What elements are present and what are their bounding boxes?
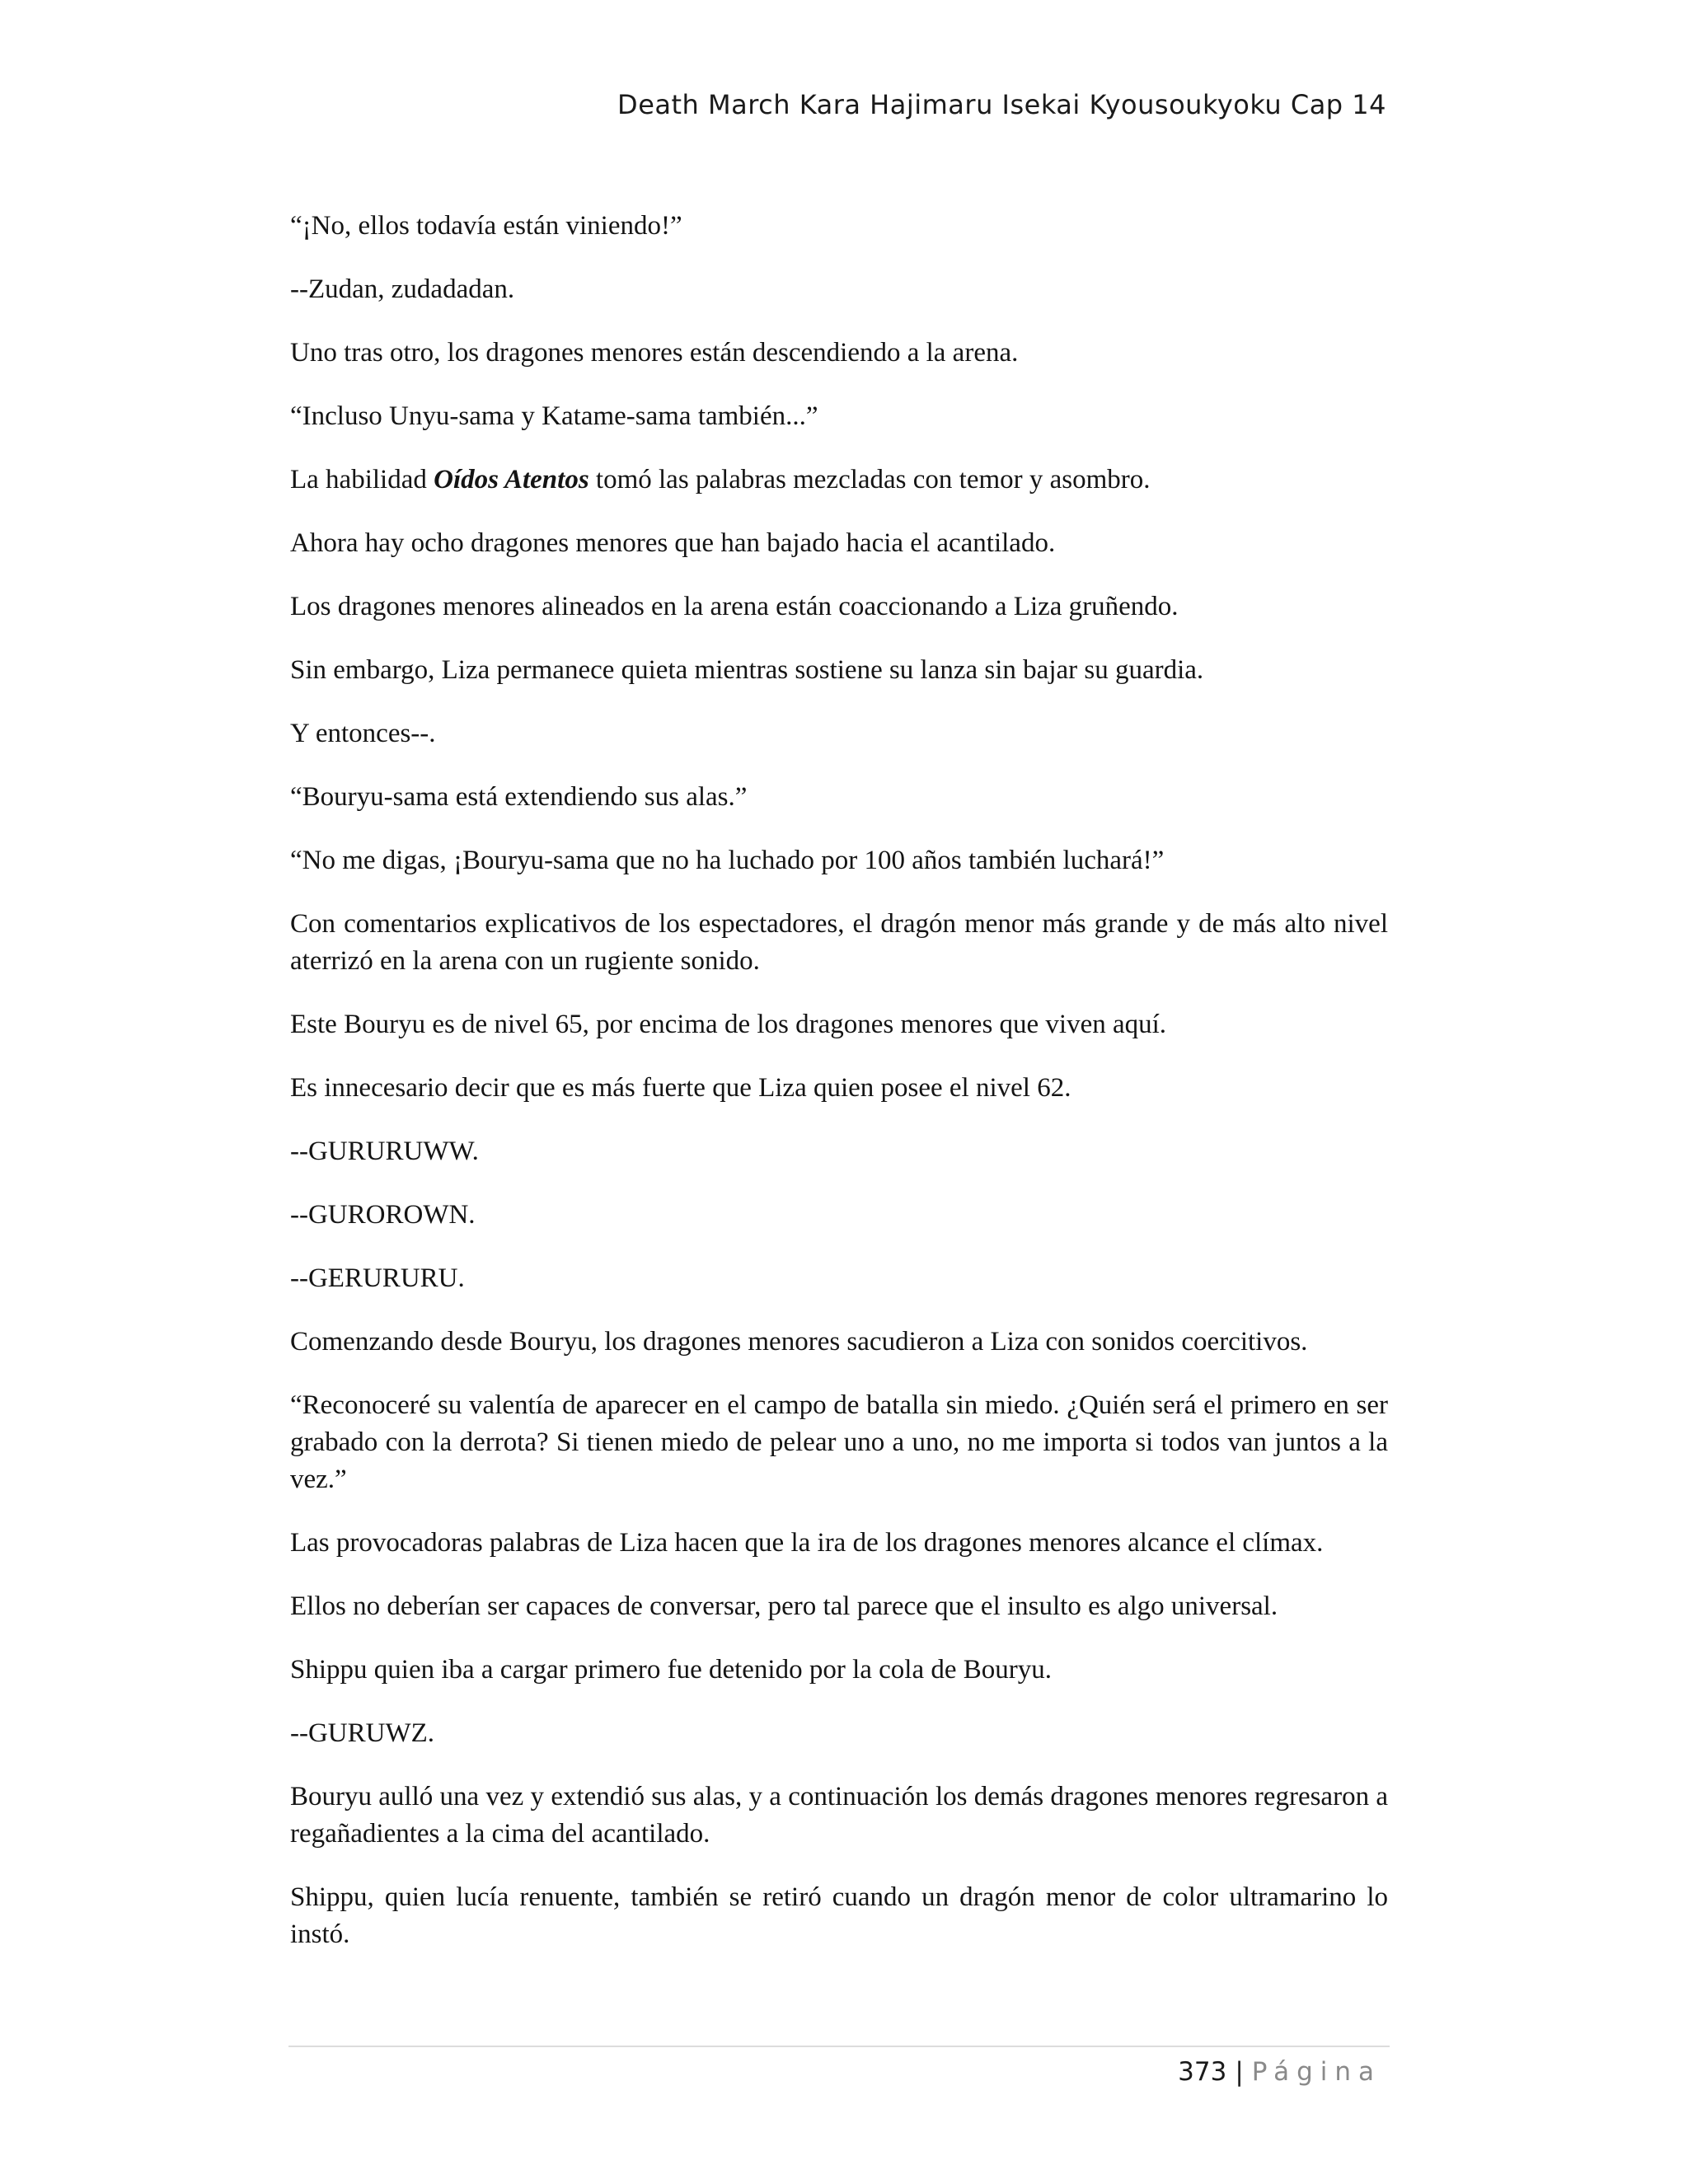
paragraph: Este Bouryu es de nivel 65, por encima de los dragones menores que viven aquí.	[290, 1010, 1167, 1039]
paragraph: Ahora hay ocho dragones menores que han bajado hacia el acantilado.	[290, 528, 1056, 558]
footer-separator: |	[1235, 2057, 1244, 2087]
paragraph	[290, 462, 1388, 499]
paragraph: “Reconoceré su valentía de aparecer en el campo de batalla sin miedo. ¿Quién será el primero en ser grabado con la derrota? Si tienen miedo de pelear uno a uno, no me importa si todos van juntos a la vez.”	[290, 1390, 1388, 1494]
page-footer	[1178, 2057, 1381, 2087]
paragraph: “Bouryu-sama está extendiendo sus alas.”	[290, 782, 748, 812]
paragraph: --GERURURU.	[290, 1263, 465, 1293]
page-number: 373	[1178, 2057, 1227, 2087]
page-label: Página	[1251, 2057, 1381, 2087]
paragraph-text: tomó las palabras mezcladas con temor y asombro.	[588, 465, 1151, 494]
paragraph: Uno tras otro, los dragones menores están descendiendo a la arena.	[290, 338, 1019, 368]
paragraph: --GURURUWW.	[290, 1137, 479, 1166]
paragraph: Es innecesario decir que es más fuerte que Liza quien posee el nivel 62.	[290, 1073, 1071, 1103]
paragraph: “Incluso Unyu-sama y Katame-sama también...”	[290, 401, 818, 431]
footer-divider	[288, 2046, 1390, 2047]
paragraph: Ellos no deberían ser capaces de conversar, pero tal parece que el insulto es algo universal.	[290, 1591, 1278, 1621]
paragraph: --GUROROWN.	[290, 1200, 476, 1230]
skill-name: Oídos Atentos	[434, 465, 589, 494]
running-header: Death March Kara Hajimaru Isekai Kyousoukyoku Cap 14	[617, 89, 1386, 120]
paragraph-text: La habilidad	[290, 465, 434, 494]
paragraph: Con comentarios explicativos de los espectadores, el dragón menor más grande y de más alto nivel aterrizó en la arena con un rugiente sonido.	[290, 909, 1388, 976]
paragraph: Shippu, quien lucía renuente, también se retiró cuando un dragón menor de color ultramarino lo instó.	[290, 1882, 1388, 1949]
paragraph: Shippu quien iba a cargar primero fue detenido por la cola de Bouryu.	[290, 1655, 1053, 1685]
paragraph: Las provocadoras palabras de Liza hacen que la ira de los dragones menores alcance el clímax.	[290, 1528, 1324, 1558]
paragraph: “¡No, ellos todavía están viniendo!”	[290, 211, 682, 241]
paragraph: “No me digas, ¡Bouryu-sama que no ha luchado por 100 años también luchará!”	[290, 846, 1165, 875]
paragraph: Los dragones menores alineados en la arena están coaccionando a Liza gruñendo.	[290, 592, 1179, 621]
paragraph: Comenzando desde Bouryu, los dragones menores sacudieron a Liza con sonidos coercitivos.	[290, 1327, 1308, 1357]
paragraph: --Zudan, zudadadan.	[290, 274, 515, 304]
chapter-body	[290, 208, 1388, 1980]
paragraph: Y entonces--.	[290, 719, 436, 748]
paragraph: Sin embargo, Liza permanece quieta mientras sostiene su lanza sin bajar su guardia.	[290, 655, 1204, 685]
paragraph: --GURUWZ.	[290, 1718, 435, 1748]
paragraph: Bouryu aulló una vez y extendió sus alas, y a continuación los demás dragones menores regresaron a regañadientes a la cima del acantilado.	[290, 1782, 1388, 1849]
